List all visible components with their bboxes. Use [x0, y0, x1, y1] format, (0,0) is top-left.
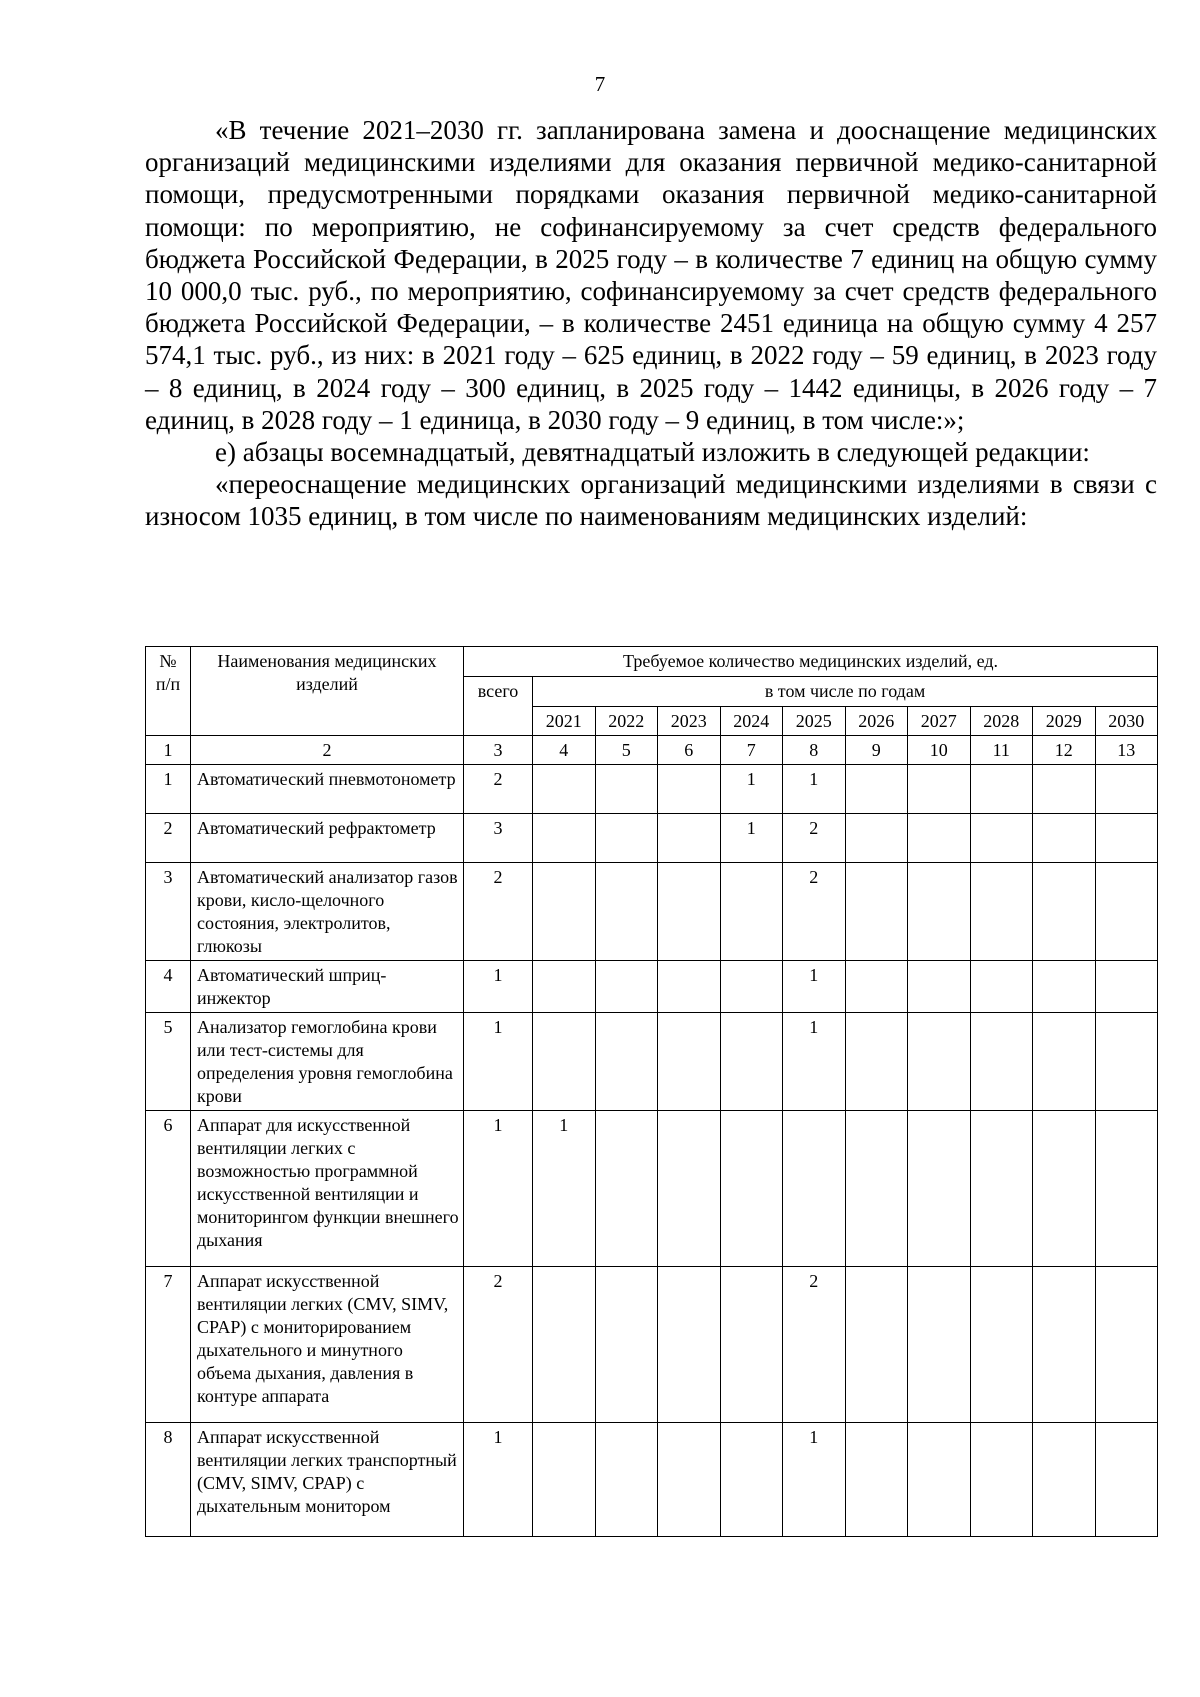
- year-quantity: [970, 1423, 1033, 1537]
- year-quantity: [595, 863, 658, 961]
- year-quantity: [908, 814, 971, 863]
- device-name: Автоматический рефрактометр: [191, 814, 464, 863]
- year-quantity: [658, 1267, 721, 1423]
- year-quantity: 2: [783, 1267, 846, 1423]
- device-name: Анализатор гемоглобина крови или тест-системы для определения уровня гемоглобина крови: [191, 1013, 464, 1111]
- year-quantity: [658, 1111, 721, 1267]
- year-quantity: [908, 1013, 971, 1111]
- year-quantity: 1: [533, 1111, 596, 1267]
- header-year: 2023: [658, 707, 721, 736]
- row-number: 1: [146, 765, 191, 814]
- header-year: 2024: [720, 707, 783, 736]
- year-quantity: [658, 1423, 721, 1537]
- year-quantity: [908, 1423, 971, 1537]
- year-quantity: [845, 1423, 908, 1537]
- year-quantity: 2: [783, 863, 846, 961]
- column-number: 12: [1033, 736, 1096, 765]
- column-number: 6: [658, 736, 721, 765]
- table-row: [146, 1111, 1158, 1267]
- year-quantity: [1033, 1111, 1096, 1267]
- year-quantity: [1095, 814, 1158, 863]
- paragraph-amendment: е) абзацы восемнадцатый, девятнадцатый изложить в следующей редакции:: [215, 437, 1090, 468]
- year-quantity: [1095, 961, 1158, 1013]
- year-quantity: [658, 1013, 721, 1111]
- year-quantity: [1095, 765, 1158, 814]
- year-quantity: [533, 863, 596, 961]
- year-quantity: 1: [783, 1423, 846, 1537]
- paragraph-plan: «В течение 2021–2030 гг. запланирована замена и дооснащение медицинских организаций медицинскими изделиями для оказания первичной медико-санитарной помощи, предусмотренными порядками оказания первичной медико-санитарной помощи: по мероприятию, не софинансируемому за счет средств федерального бюджета Российской Федерации, в 2025 году – в количестве 7 единиц на общую сумму 10 000,0 тыс. руб., по мероприятию, софинансируемому за счет средств федерального бюджета Российской Федерации, – в количестве 2451 единица на общую сумму 4 257 574,1 тыс. руб., из них: в 2021 году – 625 единиц, в 2022 году – 59 единиц, в 2023 году – 8 единиц, в 2024 году – 300 единиц, в 2025 году – 1442 единицы, в 2026 году – 7 единиц, в 2028 году – 1 единица, в 2030 году – 9 единиц, в том числе:»;: [145, 115, 1157, 435]
- header-year: 2027: [908, 707, 971, 736]
- column-number: 8: [783, 736, 846, 765]
- header-year: 2021: [533, 707, 596, 736]
- year-quantity: [908, 1267, 971, 1423]
- year-quantity: [533, 1013, 596, 1111]
- year-quantity: 1: [720, 814, 783, 863]
- device-name: Автоматический шприц-инжектор: [191, 961, 464, 1013]
- header-year: 2029: [1033, 707, 1096, 736]
- year-quantity: [845, 863, 908, 961]
- year-quantity: [720, 961, 783, 1013]
- year-quantity: [720, 1111, 783, 1267]
- row-number: 4: [146, 961, 191, 1013]
- year-quantity: [1095, 1267, 1158, 1423]
- row-number: 8: [146, 1423, 191, 1537]
- year-quantity: [533, 765, 596, 814]
- column-number: 4: [533, 736, 596, 765]
- year-quantity: [658, 863, 721, 961]
- year-quantity: [970, 765, 1033, 814]
- year-quantity: [908, 961, 971, 1013]
- header-name: Наименования медицинских изделий: [191, 647, 464, 736]
- column-number: 3: [464, 736, 533, 765]
- table-row: [146, 1423, 1158, 1537]
- year-quantity: [1033, 1267, 1096, 1423]
- year-quantity: [595, 1013, 658, 1111]
- page-number: 7: [594, 72, 606, 96]
- body-text: [145, 114, 1157, 533]
- column-number: 10: [908, 736, 971, 765]
- year-quantity: [1095, 863, 1158, 961]
- table-row: [146, 961, 1158, 1013]
- device-name: Аппарат искусственной вентиляции легких (CMV, SIMV, CPAP) с мониторированием дыхательного и минутного объема дыхания, давления в контуре аппарата: [191, 1267, 464, 1423]
- year-quantity: [595, 1423, 658, 1537]
- row-number: 3: [146, 863, 191, 961]
- year-quantity: [970, 961, 1033, 1013]
- total-quantity: 1: [464, 1013, 533, 1111]
- year-quantity: [1095, 1111, 1158, 1267]
- year-quantity: [908, 765, 971, 814]
- row-number: 5: [146, 1013, 191, 1111]
- total-quantity: 2: [464, 765, 533, 814]
- header-total: всего: [464, 677, 533, 736]
- total-quantity: 1: [464, 1423, 533, 1537]
- year-quantity: [970, 863, 1033, 961]
- year-quantity: [595, 814, 658, 863]
- table-row: [146, 1013, 1158, 1111]
- year-quantity: [970, 814, 1033, 863]
- year-quantity: [533, 814, 596, 863]
- year-quantity: [595, 961, 658, 1013]
- year-quantity: 1: [720, 765, 783, 814]
- total-quantity: 1: [464, 1111, 533, 1267]
- year-quantity: [908, 863, 971, 961]
- year-quantity: [595, 765, 658, 814]
- device-name: Автоматический анализатор газов крови, кисло-щелочного состояния, электролитов, глюкозы: [191, 863, 464, 961]
- year-quantity: [845, 1111, 908, 1267]
- year-quantity: [720, 863, 783, 961]
- paragraph-reequipment: «переоснащение медицинских организаций медицинскими изделиями в связи с износом 1035 единиц, в том числе по наименованиям медицинских изделий:: [145, 469, 1157, 532]
- year-quantity: [970, 1111, 1033, 1267]
- year-quantity: [1033, 765, 1096, 814]
- year-quantity: [1095, 1423, 1158, 1537]
- header-year: 2026: [845, 707, 908, 736]
- year-quantity: [658, 765, 721, 814]
- year-quantity: 2: [783, 814, 846, 863]
- year-quantity: [1095, 1013, 1158, 1111]
- year-quantity: [658, 961, 721, 1013]
- header-by-years: в том числе по годам: [533, 677, 1158, 707]
- column-number: 5: [595, 736, 658, 765]
- year-quantity: [595, 1267, 658, 1423]
- total-quantity: 1: [464, 961, 533, 1013]
- total-quantity: 2: [464, 1267, 533, 1423]
- table-row: [146, 765, 1158, 814]
- year-quantity: [658, 814, 721, 863]
- year-quantity: [533, 1267, 596, 1423]
- column-number: 9: [845, 736, 908, 765]
- year-quantity: [783, 1111, 846, 1267]
- header-required-quantity: Требуемое количество медицинских изделий, ед.: [464, 647, 1158, 677]
- column-number: 11: [970, 736, 1033, 765]
- year-quantity: [970, 1267, 1033, 1423]
- header-year: 2030: [1095, 707, 1158, 736]
- header-year: 2025: [783, 707, 846, 736]
- year-quantity: [970, 1013, 1033, 1111]
- header-year: 2028: [970, 707, 1033, 736]
- year-quantity: 1: [783, 1013, 846, 1111]
- table-row: [146, 863, 1158, 961]
- year-quantity: 1: [783, 765, 846, 814]
- year-quantity: [533, 1423, 596, 1537]
- year-quantity: [1033, 814, 1096, 863]
- row-number: 7: [146, 1267, 191, 1423]
- header-year: 2022: [595, 707, 658, 736]
- year-quantity: 1: [783, 961, 846, 1013]
- year-quantity: [908, 1111, 971, 1267]
- table-row: [146, 814, 1158, 863]
- year-quantity: [1033, 961, 1096, 1013]
- year-quantity: [1033, 1013, 1096, 1111]
- year-quantity: [1033, 863, 1096, 961]
- year-quantity: [533, 961, 596, 1013]
- year-quantity: [1033, 1423, 1096, 1537]
- total-quantity: 3: [464, 814, 533, 863]
- year-quantity: [845, 1267, 908, 1423]
- medical-devices-table: [145, 646, 1158, 1537]
- column-number: 2: [191, 736, 464, 765]
- year-quantity: [720, 1423, 783, 1537]
- table-row: [146, 1267, 1158, 1423]
- total-quantity: 2: [464, 863, 533, 961]
- column-number: 7: [720, 736, 783, 765]
- device-name: Автоматический пневмотонометр: [191, 765, 464, 814]
- year-quantity: [845, 814, 908, 863]
- year-quantity: [845, 1013, 908, 1111]
- column-number: 13: [1095, 736, 1158, 765]
- row-number: 6: [146, 1111, 191, 1267]
- year-quantity: [720, 1267, 783, 1423]
- year-quantity: [720, 1013, 783, 1111]
- year-quantity: [845, 765, 908, 814]
- year-quantity: [595, 1111, 658, 1267]
- year-quantity: [845, 961, 908, 1013]
- header-num: № п/п: [146, 647, 191, 736]
- device-name: Аппарат для искусственной вентиляции легких с возможностью программной искусственной вентиляции и мониторингом функции внешнего дыхания: [191, 1111, 464, 1267]
- row-number: 2: [146, 814, 191, 863]
- column-number: 1: [146, 736, 191, 765]
- device-name: Аппарат искусственной вентиляции легких транспортный (CMV, SIMV, CPAP) с дыхательным монитором: [191, 1423, 464, 1537]
